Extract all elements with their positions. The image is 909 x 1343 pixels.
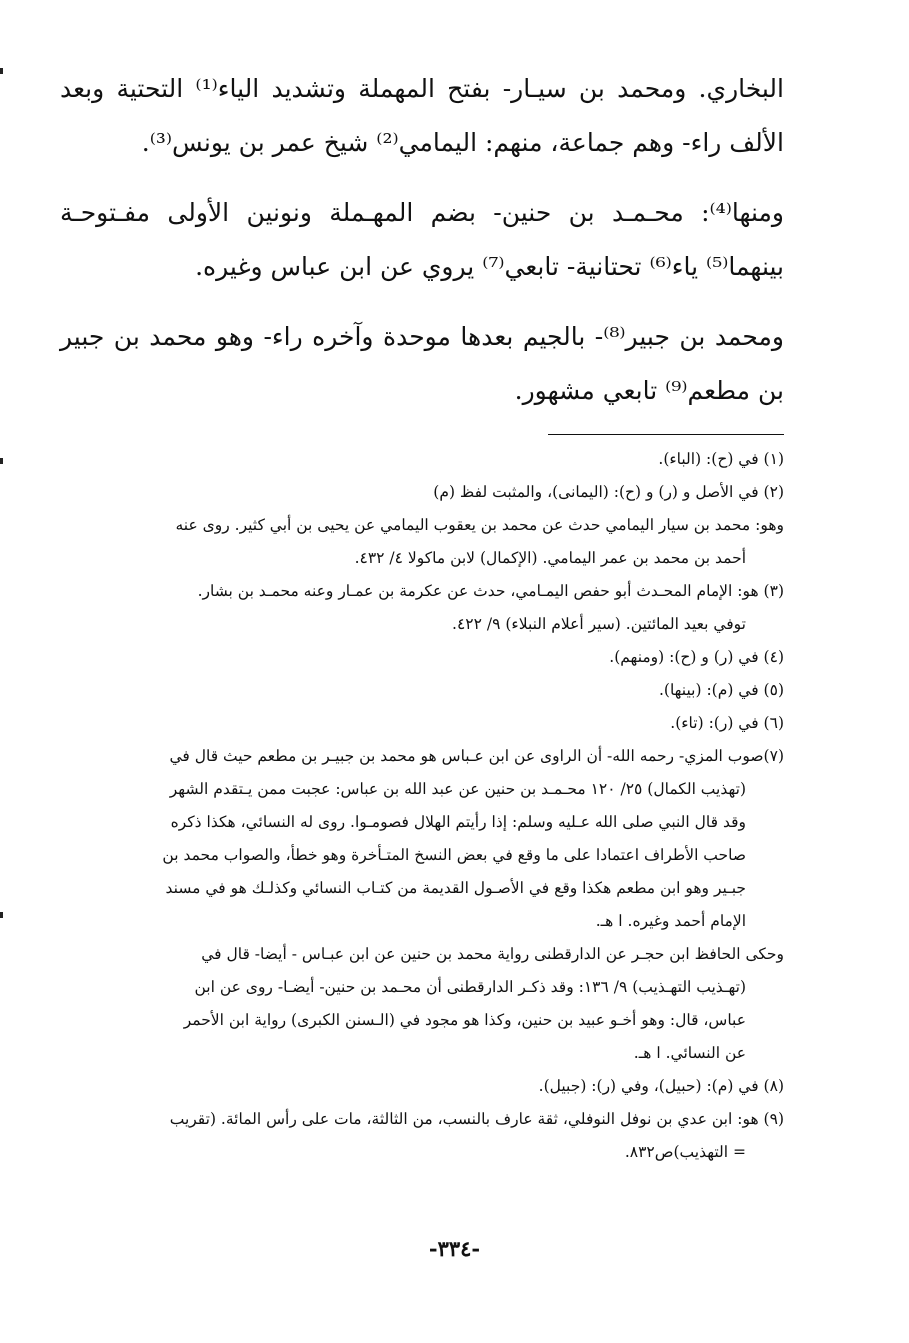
main-text — [60, 62, 784, 418]
footnote-4: (٤) في (ر) و (ح): (ومنهم). — [609, 648, 784, 666]
footnote-line: (٧)صوب المزي- رحمه الله- أن الراوى عن ابن عـباس هو محمد بن جبيـر بن مطعم حيث قال في — [169, 747, 784, 765]
footnote-line: (٣) هو: الإمام المحـدث أبو حفص اليمـامي، حدث عن عكرمة بن عمـار وعنه محمـد بن بشار. — [197, 582, 784, 600]
footnote-line: عباس، قال: وهو أخـو عبيد بن حنين، وكذا هو مجود في (الـسنن الكبرى) رواية ابن الأحمر — [183, 1011, 746, 1029]
footnote-8: (٨) في (م): (حبيل)، وفي (ر): (جبيل). — [538, 1077, 784, 1095]
footnote-3 — [60, 575, 784, 641]
paragraph-1: البخاري. ومحمد بن سيـار- بفتح المهملة وتشديد الياء⁽¹⁾ التحتية وبعد الألف راء- وهم جماعة، منهم: اليمامي⁽²⁾ شيخ عمر بن يونس⁽³⁾. — [60, 74, 784, 157]
footnote-line: (تهذيب الكمال) ٢٥/ ١٢٠ محـمـد بن حنين عن عبد الله بن عباس: عجبت ممن يـتقدم الشهر — [169, 780, 746, 798]
scan-edge-mark — [0, 458, 3, 464]
footnote-2-detail: وهو: محمد بن سيار اليمامي حدث عن محمد بن يعقوب اليمامي عن يحيى بن أبي كثير. روى عنه — [175, 516, 784, 534]
footnote-line: وقد قال النبي صلى الله عـليه وسلم: إذا رأيتم الهلال فصومـوا. روى له النسائي، هكذا ذكره — [170, 813, 746, 831]
footnote-1: (١) في (ح): (الباء). — [658, 450, 784, 468]
footnote-2-detail-cont — [60, 542, 784, 575]
footnote-9 — [60, 1103, 784, 1169]
footnote-line: أحمد بن محمد بن عمر اليمامي. (الإكمال) لابن ماكولا ٤/ ٤٣٢. — [354, 549, 746, 567]
footnote-6: (٦) في (ر): (تاء). — [670, 714, 784, 732]
scan-edge-mark — [0, 912, 3, 918]
footnote-divider — [548, 434, 784, 435]
footnote-line: الإمام أحمد وغيره. ا هـ. — [595, 912, 746, 930]
footnote-line: = التهذيب)ص٨٣٢. — [624, 1143, 746, 1161]
paragraph-3: ومحمد بن جبير⁽⁸⁾- بالجيم بعدها موحدة وآخره راء- وهو محمد بن جبير بن مطعم⁽⁹⁾ تابعي مشهور. — [60, 322, 784, 405]
footnote-5: (٥) في (م): (بينها). — [658, 681, 784, 699]
page-number: -٣٣٤- — [428, 1236, 481, 1261]
footnotes — [60, 443, 784, 1169]
document-page — [60, 62, 784, 1169]
scan-edge-mark — [0, 68, 3, 74]
footnote-line: جبـير وهو ابن مطعم هكذا وقع في الأصـول القديمة من كتـاب النسائي وكذلـك هو في مسند — [165, 879, 746, 897]
paragraph-2: ومنها⁽⁴⁾: محـمـد بن حنين- بضم المهـملة ونونين الأولى مفـتوحـة بينهما⁽⁵⁾ ياء⁽⁶⁾ تحتانية- تابعي⁽⁷⁾ يروي عن ابن عباس وغيره. — [60, 198, 784, 281]
footnote-line: (تهـذيب التهـذيب) ٩/ ١٣٦: وقد ذكـر الدارقطنى أن محـمد بن حنين- أيضـا- روى عن ابن — [194, 978, 746, 996]
footnote-line: (٩) هو: ابن عدي بن نوفل النوفلي، ثقة عارف بالنسب، من الثالثة، مات على رأس المائة. (تقريب — [169, 1110, 784, 1128]
footnote-line: توفي بعيد المائتين. (سير أعلام النبلاء) ٩/ ٤٢٢. — [452, 615, 746, 633]
footnote-line: وحكى الحافظ ابن حجـر عن الدارقطنى رواية محمد بن حنين عن ابن عبـاس - أيضا- قال في — [201, 945, 784, 963]
footnote-7 — [60, 740, 784, 1070]
footnote-line: عن النسائي. ا هـ. — [633, 1044, 746, 1062]
footnote-2: (٢) في الأصل و (ر) و (ح): (اليمانى)، والمثبت لفظ (م) — [433, 483, 784, 501]
footnote-line: صاحب الأطراف اعتمادا على ما وقع في بعض النسخ المتـأخرة وهو خطأ، والصواب محمد بن — [162, 846, 746, 864]
